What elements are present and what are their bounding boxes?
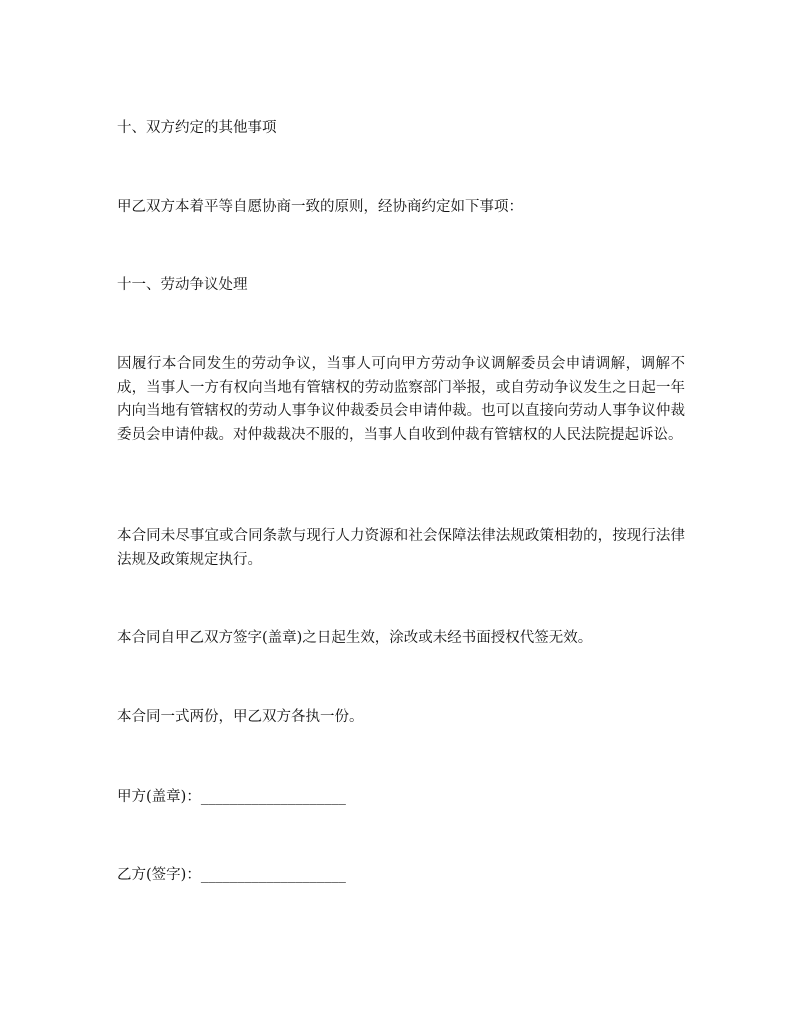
party-a-label: 甲方(盖章)： [117,789,201,805]
party-b-label: 乙方(签字)： [117,867,201,883]
party-b-signature-line[interactable]: ____________________ [200,867,346,883]
section-11-body: 因履行本合同发生的劳动争议，当事人可向甲方劳动争议调解委员会申请调解，调解不成，当事人一方有权向当地有管辖权的劳动监察部门举报，或自劳动争议发生之日起一年内向当地有管辖权的劳动人事争议仲裁委员会申请仲裁。也可以直接向劳动人事争议仲裁委员会申请仲裁。对仲裁裁决不服的，当事人自收到仲裁有管辖权的人民法院提起诉讼。 [117,356,685,443]
clause-unresolved-matters: 本合同未尽事宜或合同条款与现行人力资源和社会保障法律法规政策相勃的，按现行法律法规及政策规定执行。 [117,528,685,568]
clause-effective-date: 本合同自甲乙双方签字(盖章)之日起生效，涂改或未经书面授权代签无效。 [117,630,593,646]
party-a-signature [117,786,685,810]
section-10-body: 甲乙双方本着平等自愿协商一致的原则，经协商约定如下事项： [117,199,523,215]
party-b-signature [117,864,685,888]
party-a-signature-line[interactable]: ____________________ [200,789,346,805]
clause-copies: 本合同一式两份，甲乙双方各执一份。 [117,709,364,725]
section-11-heading: 十一、劳动争议处理 [117,277,248,293]
section-10-heading: 十、双方约定的其他事项 [117,120,277,136]
